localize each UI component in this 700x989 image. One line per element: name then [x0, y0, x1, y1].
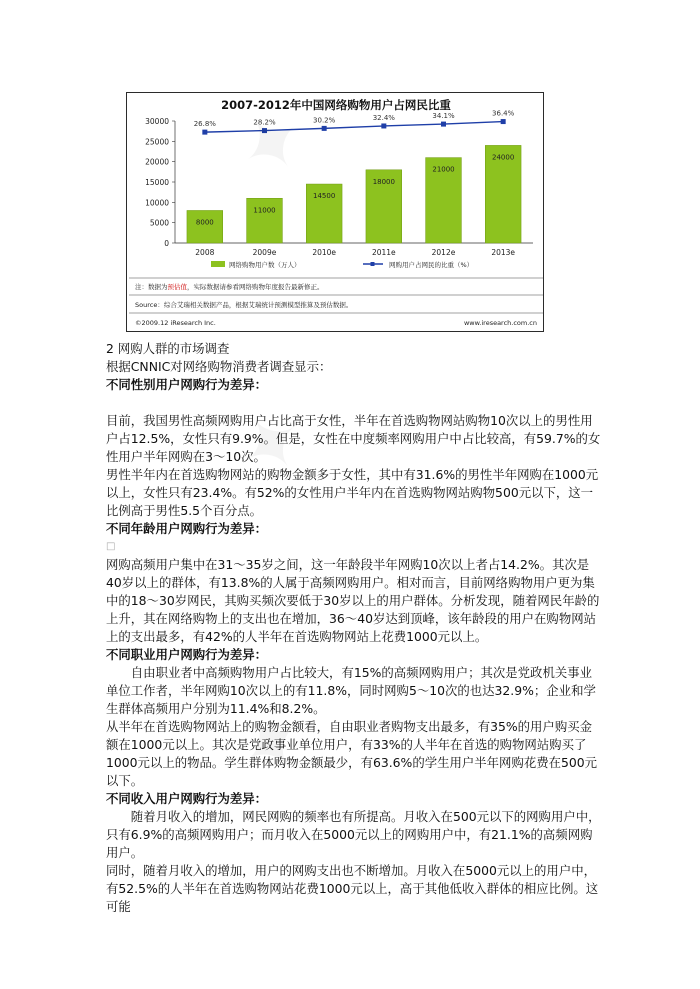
chart-svg: [127, 93, 545, 333]
legend-marker-line: [371, 262, 375, 266]
heading-job: 不同职业用户网购行为差异：: [106, 647, 268, 662]
chart-figure: [126, 92, 544, 332]
job-paragraph-2: 从半年在首选购物网站上的购物金额看，自由职业者购物支出最多，有35%的用户购买金额在1000元以上。其次是党政事业单位用户，有33%的人半年在首选的购物网站购买了1000元以上的物品。学生群体购物金额最少，有63.6%的学生用户半年网购花费在500元以下。: [106, 719, 598, 788]
line-marker: [501, 119, 506, 124]
x-tick-label: 2009e: [252, 248, 277, 257]
x-tick-label: 2012e: [431, 248, 456, 257]
x-tick-label: 2011e: [371, 248, 396, 257]
y-tick-label: 5000: [149, 218, 169, 228]
chart-legend: [211, 260, 473, 269]
figure-note: 注：数据为预估值，实际数据请参看网络购物年度报告最新修正。: [135, 283, 324, 291]
bar-value-label: 24000: [492, 153, 515, 162]
chart-bars: [187, 145, 521, 243]
y-tick-label: 10000: [145, 198, 169, 208]
figure-copyright: ©2009.12 iResearch Inc.: [135, 319, 216, 327]
y-tick-label: 0: [164, 239, 169, 248]
chart-title: 2007-2012年中国网络购物用户占网民比重: [221, 98, 451, 112]
image-placeholder-icon: □: [106, 541, 116, 552]
bar-value-label: 8000: [195, 218, 214, 227]
gender-paragraph-2: 男性半年内在首选购物网站的购物金额多于女性，其中有31.6%的男性半年网购在1000元以上，女性只有23.4%。有52%的女性用户半年内在首选购物网站购物500元以下，这一比例高于男性5.5个百分点。: [106, 467, 599, 518]
percent-label: 32.4%: [372, 113, 395, 122]
y-tick-label: 20000: [145, 157, 169, 167]
heading-income: 不同收入用户网购行为差异：: [106, 791, 268, 806]
line-marker: [441, 122, 446, 127]
bar: [247, 198, 283, 243]
bar-value-label: 14500: [313, 192, 336, 201]
legend-label-bar: 网络购物用户数（万人）: [229, 261, 301, 269]
percent-label: 28.2%: [253, 118, 276, 127]
y-tick-label: 15000: [145, 178, 169, 187]
bar-value-label: 18000: [372, 177, 395, 186]
percent-label: 34.1%: [432, 112, 455, 121]
heading-age: 不同年龄用户网购行为差异：: [106, 521, 268, 536]
intro-text: 根据CNNIC对网络购物消费者调查显示：: [106, 359, 332, 374]
bar-value-label: 11000: [253, 206, 276, 215]
chart-line: [194, 110, 515, 135]
bar-value-label: 21000: [432, 165, 455, 174]
section-heading: 2 网购人群的市场调查: [106, 341, 230, 356]
percent-label: 26.8%: [193, 120, 216, 129]
percent-label: 36.4%: [492, 109, 515, 118]
income-paragraph-2: 同时，随着月收入的增加，用户的网购支出也不断增加。月收入在5000元以上的用户中，有52.5%的人半年在首选购物网站花费1000元以上，高于其他低收入群体的相应比例。这可能: [106, 863, 599, 914]
income-paragraph-1: 随着月收入的增加，网民网购的频率也有所提高。月收入在500元以下的网购用户中，只有6.9%的高频网购用户；而月收入在5000元以上的网购用户中，有21.1%的高频网购用户。: [106, 809, 601, 860]
heading-gender: 不同性别用户网购行为差异：: [106, 377, 268, 392]
legend-label-line: 网购用户占网民的比重（%）: [389, 261, 474, 269]
series-line: [205, 122, 503, 133]
y-tick-label: 30000: [145, 117, 169, 126]
age-paragraph: 网购高频用户集中在31～35岁之间，这一年龄段半年网购10次以上者占14.2%。其次是40岁以上的群体，有13.8%的人属于高频网购用户。相对而言，目前网络购物用户更为集中的18～30岁网民，其购买频次要低于30岁以上的用户群体。分析发现，随着网民年龄的上升，其在网络购物上的支出也在增加，36～40岁达到顶峰，该年龄段的用户在购物网站上的支出最多，有42%的人半年在首选购物网站上花费1000元以上。: [106, 557, 600, 644]
line-marker: [381, 123, 386, 128]
gender-paragraph-1: 目前，我国男性高频网购用户占比高于女性，半年在首选购物网站购物10次以上的男性用户占12.5%，女性只有9.9%。但是，女性在中度频率网购用户中占比较高，有59.7%的女性用户半年网购在3～10次。: [106, 413, 601, 464]
job-paragraph-1: 自由职业者中高频购物用户占比较大，有15%的高频网购用户；其次是党政机关事业单位工作者，半年网购10次以上的有11.8%，同时网购5～10次的也达32.9%；企业和学生群体高频用户分别为11.4%和8.2%。: [106, 665, 596, 716]
y-tick-label: 25000: [145, 137, 169, 147]
figure-website: www.iresearch.com.cn: [463, 319, 537, 327]
x-tick-label: 2010e: [312, 248, 337, 257]
bar: [187, 210, 223, 243]
percent-label: 30.2%: [313, 116, 336, 125]
x-tick-label: 2013e: [491, 248, 516, 257]
blank-line: [106, 394, 602, 412]
x-tick-label: 2008: [195, 248, 215, 257]
line-marker: [202, 130, 207, 135]
line-marker: [322, 126, 327, 131]
legend-swatch-bar: [211, 261, 225, 267]
document-body: [106, 340, 602, 916]
line-marker: [262, 128, 267, 133]
figure-source: Source：综合艾瑞相关数据产品，根据艾瑞统计预测模型推算及预估数据。: [135, 301, 353, 309]
